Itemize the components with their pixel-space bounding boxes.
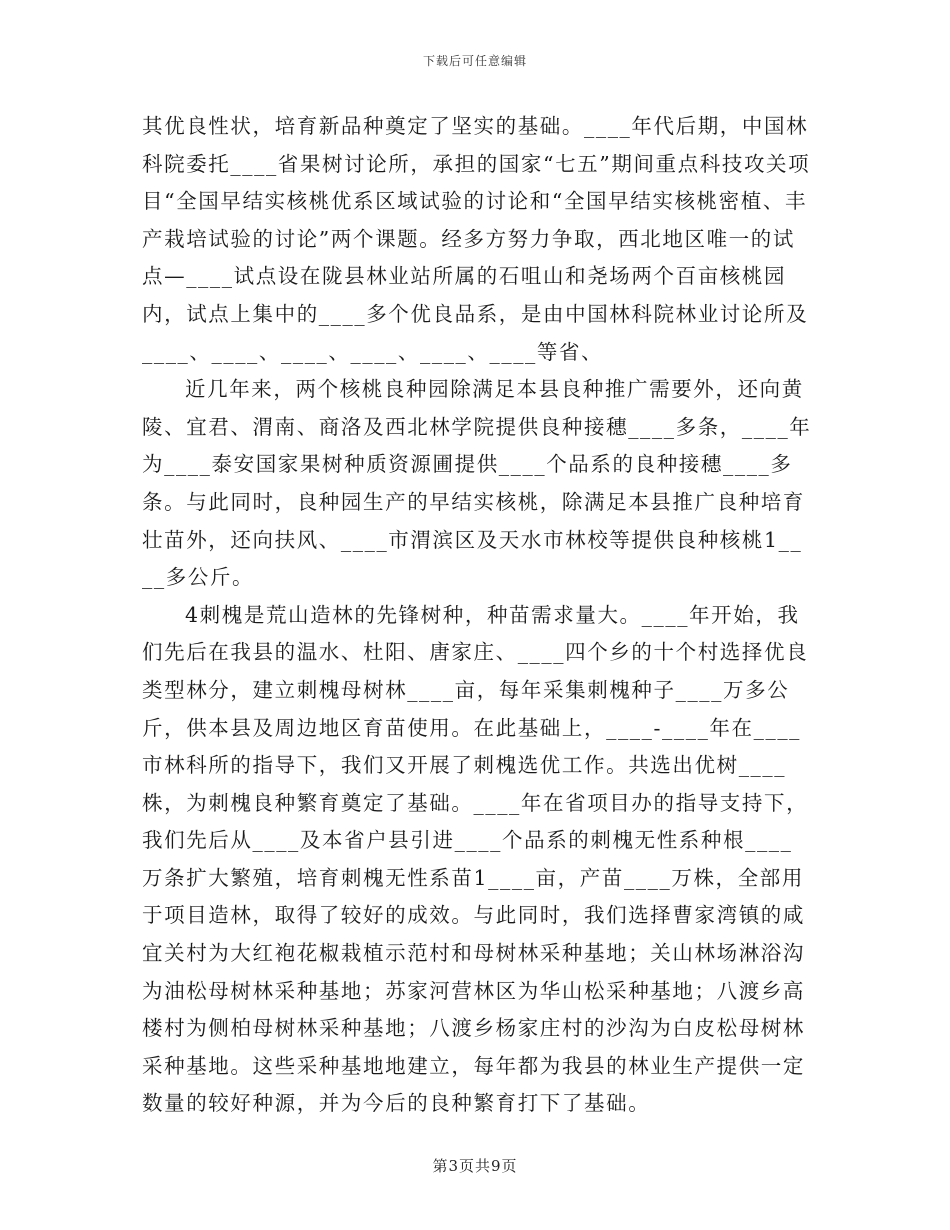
document-body	[142, 108, 814, 1123]
page-header-note: 下载后可任意编辑	[422, 54, 527, 68]
paragraph-walnut-seed-orchard: 近几年来，两个核桃良种园除满足本县良种推广需要外，还向黄陵、宜君、渭南、商洛及西北林学院提供良种接穗____多条，____年为____泰安国家果树种质资源圃提供____个品系的良种接穗____多条。与此同时，良种园生产的早结实核桃，除满足本县推广良种培育壮苗外，还向扶风、____市渭滨区及天水市林校等提供良种核桃1____多公斤。	[142, 377, 812, 590]
page-number: 第3页共9页	[432, 1157, 518, 1175]
paragraph-walnut-trials: 其优良性状，培育新品种奠定了坚实的基础。____年代后期，中国林科院委托____省果树讨论所，承担的国家“七五”期间重点科技攻关项目“全国早结实核桃优系区域试验的讨论和“全国早结实核桃密植、丰产栽培试验的讨论”两个课题。经多方努力争取，西北地区唯一的试点—____试点设在陇县林业站所属的石咀山和尧场两个百亩核桃园内，试点上集中的____多个优良品系，是由中国林科院林业讨论所及____、____、____、____、____、____等省、	[142, 114, 811, 364]
paragraph-black-locust: 4刺槐是荒山造林的先锋树种，种苗需求量大。____年开始，我们先后在我县的温水、杜阳、唐家庄、____四个乡的十个村选择优良类型林分，建立刺槐母树林____亩，每年采集刺槐种子____万多公斤，供本县及周边地区育苗使用。在此基础上，____-____年在____市林科所的指导下，我们又开展了刺槐选优工作。共选出优树____株，为刺槐良种繁育奠定了基础。____年在省项目办的指导支持下，我们先后从____及本省户县引进____个品系的刺槐无性系种根____万条扩大繁殖，培育刺槐无性系苗1____亩，产苗____万株，全部用于项目造林，取得了较好的成效。与此同时，我们选择曹家湾镇的咸宜关村为大红袍花椒栽植示范村和母树林采种基地；关山林场淋浴沟为油松母树林采种基地；苏家河营林区为华山松采种基地；八渡乡高楼村为侧柏母树林采种基地；八渡乡杨家庄村的沙沟为白皮松母树林采种基地。这些采种基地地建立，每年都为我县的林业生产提供一定数量的较好种源，并为今后的良种繁育打下了基础。	[142, 602, 809, 1116]
